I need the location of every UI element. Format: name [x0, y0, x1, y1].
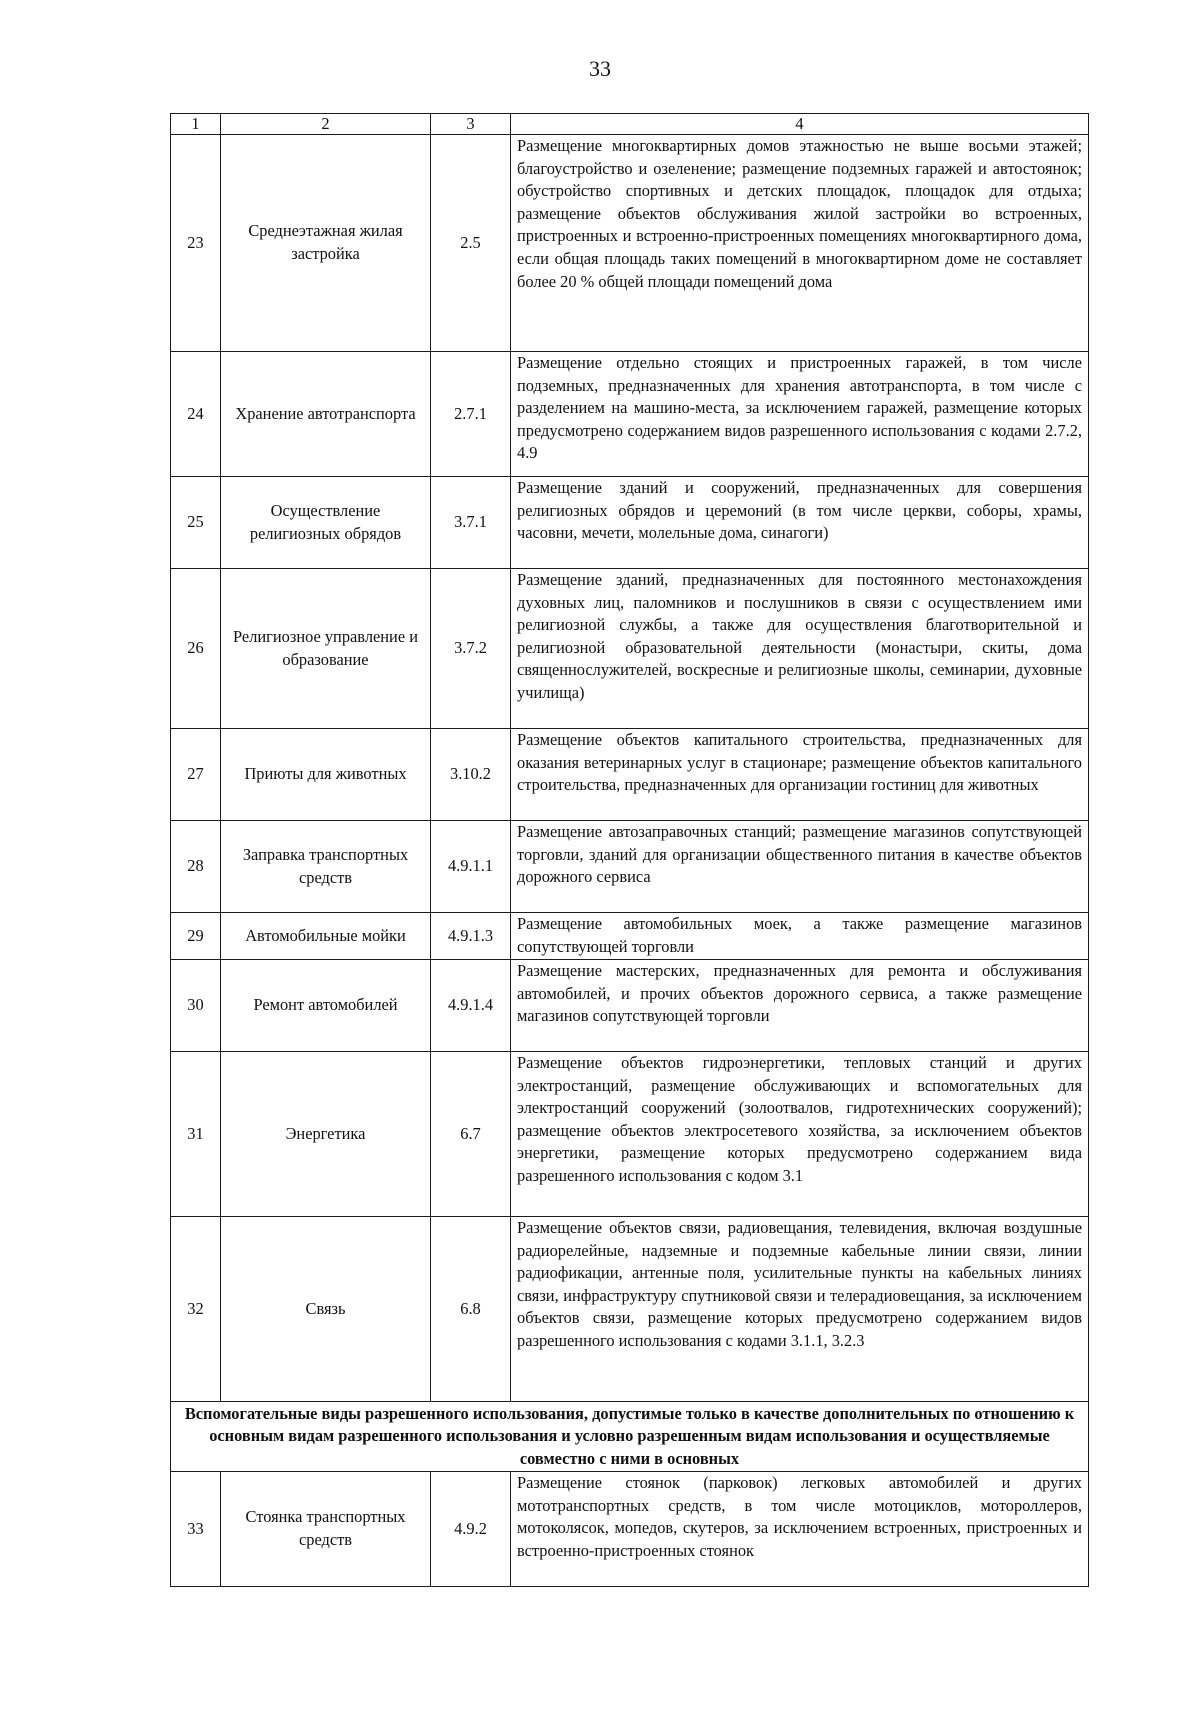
header-col-4: 4 — [511, 114, 1089, 135]
use-code: 4.9.1.1 — [431, 821, 511, 913]
use-code: 3.7.2 — [431, 569, 511, 729]
use-description: Размещение автозаправочных станций; размещение магазинов сопутствующей торговли, зданий для организации общественного питания в качестве объектов дорожного сервиса — [511, 821, 1089, 913]
section-header-row — [171, 1402, 1089, 1472]
table-row — [171, 1217, 1089, 1402]
table-row — [171, 729, 1089, 821]
use-code: 6.7 — [431, 1052, 511, 1217]
row-number: 32 — [171, 1217, 221, 1402]
use-name: Стоянка транспортных средств — [221, 1472, 431, 1587]
row-number: 29 — [171, 913, 221, 960]
row-number: 25 — [171, 477, 221, 569]
use-name: Приюты для животных — [221, 729, 431, 821]
use-description: Размещение многоквартирных домов этажностью не выше восьми этажей; благоустройство и озеленение; размещение подземных гаражей и автостоянок; обустройство спортивных и детских площадок, площадок для отдыха; размещение объектов обслуживания жилой застройки во встроенных, пристроенных и встроенно-пристроенных помещениях многоквартирного дома, если общая площадь таких помещений в многоквартирном доме не составляет более 20 % общей площади помещений дома — [511, 135, 1089, 352]
use-name: Среднеэтажная жилая застройка — [221, 135, 431, 352]
row-number: 30 — [171, 960, 221, 1052]
use-description: Размещение мастерских, предназначенных для ремонта и обслуживания автомобилей, и прочих объектов дорожного сервиса, а также размещение магазинов сопутствующей торговли — [511, 960, 1089, 1052]
use-description: Размещение зданий и сооружений, предназначенных для совершения религиозных обрядов и церемоний (в том числе церкви, соборы, храмы, часовни, мечети, молельные дома, синагоги) — [511, 477, 1089, 569]
use-name: Автомобильные мойки — [221, 913, 431, 960]
use-code: 4.9.1.3 — [431, 913, 511, 960]
use-code: 6.8 — [431, 1217, 511, 1402]
row-number: 33 — [171, 1472, 221, 1587]
table-row — [171, 477, 1089, 569]
use-name: Осуществление религиозных обрядов — [221, 477, 431, 569]
table-row — [171, 960, 1089, 1052]
use-description: Размещение объектов капитального строительства, предназначенных для оказания ветеринарных услуг в стационаре; размещение объектов капитального строительства, предназначенных для организации гостиниц для животных — [511, 729, 1089, 821]
row-number: 31 — [171, 1052, 221, 1217]
use-name: Ремонт автомобилей — [221, 960, 431, 1052]
table-row — [171, 1472, 1089, 1587]
header-col-2: 2 — [221, 114, 431, 135]
table-row — [171, 569, 1089, 729]
header-col-3: 3 — [431, 114, 511, 135]
use-code: 3.7.1 — [431, 477, 511, 569]
use-code: 4.9.1.4 — [431, 960, 511, 1052]
use-name: Энергетика — [221, 1052, 431, 1217]
use-description: Размещение отдельно стоящих и пристроенных гаражей, в том числе подземных, предназначенных для хранения автотранспорта, в том числе с разделением на машино-места, за исключением гаражей, размещение которых предусмотрено содержанием видов разрешенного использования с кодами 2.7.2, 4.9 — [511, 352, 1089, 477]
row-number: 26 — [171, 569, 221, 729]
use-name: Религиозное управление и образование — [221, 569, 431, 729]
table-row — [171, 135, 1089, 352]
use-code: 2.5 — [431, 135, 511, 352]
row-number: 27 — [171, 729, 221, 821]
use-name: Связь — [221, 1217, 431, 1402]
header-col-1: 1 — [171, 114, 221, 135]
use-code: 3.10.2 — [431, 729, 511, 821]
use-code: 4.9.2 — [431, 1472, 511, 1587]
page-number: 33 — [589, 56, 611, 81]
table-row — [171, 913, 1089, 960]
use-description: Размещение автомобильных моек, а также размещение магазинов сопутствующей торговли — [511, 913, 1089, 960]
table-row — [171, 352, 1089, 477]
use-name: Заправка транспортных средств — [221, 821, 431, 913]
header-row — [171, 114, 1089, 135]
use-name: Хранение автотранспорта — [221, 352, 431, 477]
table-row — [171, 821, 1089, 913]
section-title: Вспомогательные виды разрешенного использования, допустимые только в качестве дополнительных по отношению к основным видам разрешенного использования и условно разрешенным видам использования и осуществляемые совместно с ними в основных — [171, 1402, 1089, 1472]
use-description: Размещение объектов гидроэнергетики, тепловых станций и других электростанций, размещение обслуживающих и вспомогательных для электростанций сооружений (золоотвалов, гидротехнических сооружений); размещение объектов электросетевого хозяйства, за исключением объектов энергетики, размещение которых предусмотрено содержанием вида разрешенного использования с кодом 3.1 — [511, 1052, 1089, 1217]
row-number: 23 — [171, 135, 221, 352]
row-number: 28 — [171, 821, 221, 913]
use-description: Размещение зданий, предназначенных для постоянного местонахождения духовных лиц, паломников и послушников в связи с осуществлением ими религиозной службы, а также для осуществления благотворительной и религиозной образовательной деятельности (монастыри, скиты, дома священнослужителей, воскресные и религиозные школы, семинарии, духовные училища) — [511, 569, 1089, 729]
land-use-table — [170, 113, 1089, 1587]
use-code: 2.7.1 — [431, 352, 511, 477]
use-description: Размещение стоянок (парковок) легковых автомобилей и других мототранспортных средств, в том числе мотоциклов, мотороллеров, мотоколясок, мопедов, скутеров, за исключением встроенных, пристроенных и встроенно-пристроенных стоянок — [511, 1472, 1089, 1587]
row-number: 24 — [171, 352, 221, 477]
table-row — [171, 1052, 1089, 1217]
use-description: Размещение объектов связи, радиовещания, телевидения, включая воздушные радиорелейные, надземные и подземные кабельные линии связи, линии радиофикации, антенные поля, усилительные пункты на кабельных линиях связи, инфраструктуру спутниковой связи и телерадиовещания, за исключением объектов связи, размещение которых предусмотрено содержанием видов разрешенного использования с кодами 3.1.1, 3.2.3 — [511, 1217, 1089, 1402]
